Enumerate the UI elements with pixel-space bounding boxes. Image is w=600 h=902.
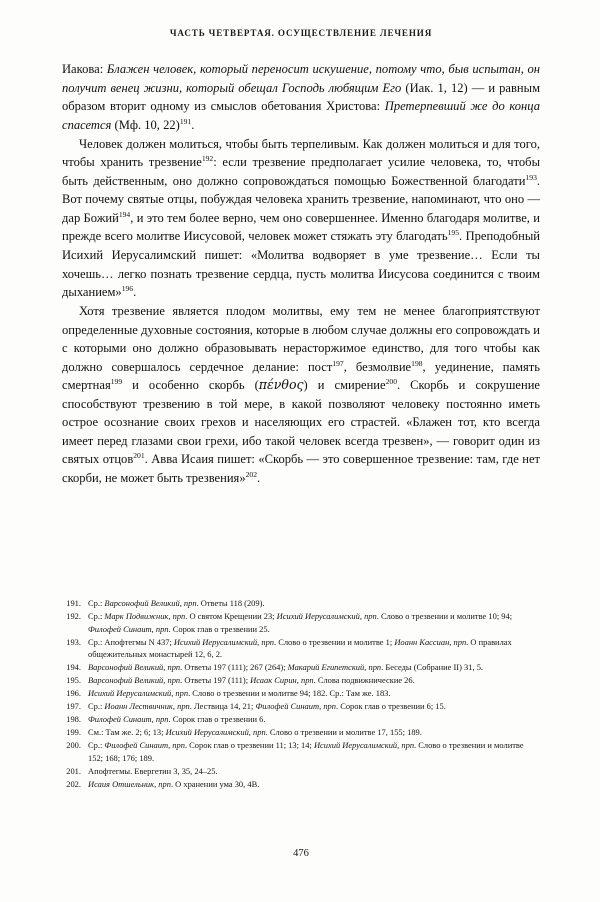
footnote-segment: . Сорок глав о трезвении 6; 15. bbox=[335, 701, 446, 712]
footnote-author: прп bbox=[167, 662, 181, 673]
p1-continuation: и равным образом вторит одному из смыслов обетования Христова: bbox=[62, 80, 541, 114]
footnote-author: Исихий Иерусалимский bbox=[165, 727, 249, 738]
footnote-item bbox=[62, 636, 540, 661]
footnote-item bbox=[62, 687, 540, 699]
p1-reference: (Иак. 1, 12) — bbox=[401, 80, 489, 95]
footnote-text bbox=[88, 726, 540, 738]
footnote-segment: Ср.: bbox=[88, 611, 105, 622]
p3-seg-6: . Скорбь и сокрушение способствуют трезвению в той мере, в какой позволяют человеку постоянно иметь острое осознание своих грехов и населяющих его страстей. «Блажен тот, кто всегда имеет перед глазами свои грехи, ибо такой человек всегда трезвен», — говорит один из святых отцов bbox=[62, 378, 540, 467]
p3-seg-5: ) и смирение bbox=[303, 378, 386, 393]
footnote-author: прп bbox=[364, 611, 377, 622]
p3-seg-3: , уединение, память смертная bbox=[62, 359, 540, 393]
footnote-author: Филофей Синаит bbox=[104, 740, 169, 751]
footnote-text bbox=[88, 674, 540, 686]
footnote-number: 198. bbox=[66, 714, 81, 725]
p2-seg-6: . bbox=[133, 285, 137, 300]
footnote-segment: . Слово о трезвении и молитве 10; 94; bbox=[376, 611, 513, 622]
footnote-segment: . Сорок глав о трезвении 6. bbox=[168, 714, 266, 725]
footnote-segment: . Ответы 197 (111); 267 (264); bbox=[180, 662, 288, 673]
footnote-segment: Ср.: bbox=[88, 701, 105, 712]
footnote-marker-194[interactable]: 194 bbox=[118, 209, 131, 219]
footnote-text bbox=[88, 765, 540, 777]
footnote-author: Филофей Синаит bbox=[88, 623, 152, 634]
footnote-author: прп bbox=[368, 662, 382, 673]
footnote-item bbox=[62, 674, 540, 686]
footnote-segment: , bbox=[364, 662, 369, 673]
footnote-author: Варсонофий Великий bbox=[104, 598, 180, 608]
footnote-marker-193[interactable]: 193 bbox=[525, 172, 537, 182]
footnote-segment: , bbox=[171, 688, 176, 699]
footnote-author: прп bbox=[401, 740, 415, 751]
footnote-item bbox=[62, 778, 540, 790]
footnote-segment: , bbox=[359, 611, 365, 622]
paragraph-1 bbox=[62, 60, 540, 134]
footnote-author: Иоанн Лествичник bbox=[104, 701, 173, 712]
p2-seg-4: , и это тем более верно, чем оно совершеннее. Именно благодаря молитве, и прежде всего молитве Иисусовой, человек может стяжать эту благодать bbox=[62, 210, 540, 244]
footnote-segment: . Лествица 14, 21; bbox=[189, 701, 256, 712]
footnote-marker-202[interactable]: 202 bbox=[245, 469, 257, 479]
footnote-segment: , bbox=[151, 623, 156, 634]
footnote-author: прп bbox=[183, 598, 197, 608]
footnote-segment: . О правилах общежительных монастырей 12, 6, 2. bbox=[88, 636, 512, 659]
p2-seg-5: . Преподобный Исихий Иерусалимский пишет: «Молитва водворяет в уме трезвение… Если ты хочешь… легко познать трезвение сердца, пусть молитва Иисусова соединится с твоим дыханием» bbox=[62, 229, 541, 300]
footnote-number: 201. bbox=[66, 765, 81, 776]
footnote-number: 193. bbox=[66, 636, 81, 647]
footnote-item bbox=[62, 765, 540, 777]
p3-seg-8: . bbox=[257, 471, 261, 486]
p3-seg-1: Хотя трезвение является плодом молитвы, ему тем не менее благоприятствуют определенные духовные состояния, которые в любом случае должны его сопровождать и с которыми оно должно образовывать нерасторжимое единство, для того чтобы как должно совершалось сердечное делание: пост bbox=[62, 304, 540, 374]
footnote-number: 197. bbox=[66, 701, 81, 712]
footnote-author: прп bbox=[323, 701, 336, 712]
footnote-author: прп bbox=[155, 714, 169, 725]
footnote-author: прп bbox=[175, 688, 189, 699]
paragraph-3 bbox=[62, 302, 540, 487]
p1-scripture-quote: Блажен человек, который переносит искушение, потому что, быв испытан, он получит венец жизни, который обещал Господь любящим Его bbox=[62, 62, 541, 95]
p3-seg-4: и особенно скорбь ( bbox=[122, 378, 259, 393]
footnote-author: Филофей Синаит bbox=[88, 714, 152, 725]
footnote-author: прп bbox=[172, 740, 185, 751]
footnote-item bbox=[62, 610, 540, 635]
footnote-marker-199[interactable]: 199 bbox=[110, 377, 123, 387]
running-head: ЧАСТЬ ЧЕТВЕРТАЯ. ОСУЩЕСТВЛЕНИЕ ЛЕЧЕНИЯ bbox=[169, 28, 433, 38]
footnote-segment: . Сорок глав о трезвении 25. bbox=[168, 623, 270, 634]
footnote-author: Филофей Синаит bbox=[255, 701, 320, 712]
footnote-marker-192[interactable]: 192 bbox=[201, 154, 214, 164]
footnote-segment: . Слово о трезвении и молитве 1; bbox=[274, 636, 395, 647]
footnote-segment: Ср.: bbox=[88, 598, 105, 608]
page-number: 476 bbox=[293, 848, 309, 859]
footnote-number: 192. bbox=[66, 611, 81, 622]
footnote-number: 199. bbox=[66, 727, 81, 738]
footnote-text bbox=[88, 661, 540, 673]
footnote-text bbox=[88, 778, 540, 790]
footnote-marker-191[interactable]: 191 bbox=[179, 116, 192, 126]
footnote-marker-200[interactable]: 200 bbox=[385, 377, 397, 387]
footnote-author: Исихий Иерусалимский bbox=[88, 688, 172, 699]
footnote-segment: , bbox=[449, 636, 454, 647]
footnote-segment: , bbox=[296, 675, 301, 686]
p1-tail: . bbox=[191, 117, 195, 132]
footnote-item bbox=[62, 713, 540, 725]
footnote-number: 200. bbox=[66, 740, 81, 751]
footnote-text bbox=[88, 713, 540, 725]
footnote-segment: , bbox=[168, 740, 173, 751]
footnote-marker-195[interactable]: 195 bbox=[447, 228, 460, 238]
footnote-number: 196. bbox=[66, 688, 81, 699]
footnote-marker-197[interactable]: 197 bbox=[332, 358, 344, 368]
footnote-segment: , bbox=[172, 701, 178, 712]
footnote-segment: , bbox=[397, 740, 402, 751]
footnote-text bbox=[88, 597, 540, 609]
footnote-author: прп bbox=[158, 778, 171, 789]
footnote-text bbox=[88, 739, 540, 764]
footnote-segment: , bbox=[248, 727, 254, 738]
footnote-author: прп bbox=[177, 701, 190, 712]
footnote-author: Марк Подвижник bbox=[104, 611, 169, 622]
footnote-segment: , bbox=[154, 778, 159, 789]
footnote-author: Исаия Отшельник bbox=[88, 778, 155, 789]
footnote-segment: , bbox=[179, 598, 184, 608]
footnote-number: 194. bbox=[66, 662, 81, 673]
p1-lead: Иакова: bbox=[62, 62, 107, 76]
footnote-text bbox=[88, 610, 540, 635]
footnote-segment: . О святом Крещении 23; bbox=[185, 611, 277, 622]
footnote-marker-198[interactable]: 198 bbox=[411, 358, 423, 368]
body-text bbox=[62, 60, 540, 488]
footnote-author: Иоанн Кассиан bbox=[394, 636, 450, 647]
footnote-author: Макарий Египетский bbox=[287, 662, 365, 673]
footnote-segment: , bbox=[163, 662, 168, 673]
footnote-segment: . Слово о трезвении и молитве 152; 168; 176; 189. bbox=[88, 740, 524, 763]
footnote-author: прп bbox=[261, 636, 274, 647]
p2-seg-3: . Вот почему святые отцы, побуждая человека хранить трезвение, напоминают, что оно — дар Божий bbox=[62, 173, 540, 225]
footnote-number: 191. bbox=[66, 598, 81, 608]
footnote-segment: . Ответы 197 (111); bbox=[180, 675, 251, 686]
footnote-segment: , bbox=[319, 701, 324, 712]
p2-seg-1: Человек должен молиться, чтобы быть терпеливым. Как должен молиться и для того, чтобы хранить трезвение bbox=[62, 136, 540, 170]
footnote-author: Исаак Сирин bbox=[250, 675, 297, 686]
p3-seg-7: . Авва Исаия пишет: «Скорбь — это совершенное трезвение: там, где нет скорби, не может быть трезвения» bbox=[62, 452, 540, 486]
footnote-marker-201[interactable]: 201 bbox=[133, 451, 145, 461]
footnote-item bbox=[62, 700, 540, 712]
footnote-text bbox=[88, 700, 540, 712]
footnote-author: прп bbox=[300, 675, 314, 686]
footnote-segment: См.: Там же. 2; 6; 13; bbox=[88, 727, 166, 738]
page-content bbox=[62, 0, 540, 902]
footnote-segment: Ср.: Апофтегмы N 437; bbox=[88, 636, 174, 647]
footnote-text bbox=[88, 636, 540, 661]
footnote-segment: Апофтегмы. Евергетин 3, 35, 24–25. bbox=[88, 765, 218, 776]
footnote-segment: Ср.: bbox=[88, 740, 105, 751]
footnote-segment: , bbox=[163, 675, 168, 686]
p2-seg-2: : если трезвение предполагает усилие человека, то, чтобы быть действенным, оно должно сопровождаться помощью Божественной благодати bbox=[62, 155, 540, 188]
footnote-author: прп bbox=[172, 611, 186, 622]
footnote-segment: . Сорок глав о трезвении 11; 13; 14; bbox=[184, 740, 314, 751]
footnote-item bbox=[62, 726, 540, 738]
greek-term-penthos: πένθος bbox=[258, 377, 304, 393]
footnote-author: Варсонофий Великий bbox=[88, 662, 164, 673]
footnote-author: прп bbox=[453, 636, 467, 647]
footnote-number: 195. bbox=[66, 675, 81, 686]
footnote-author: прп bbox=[253, 727, 266, 738]
footnote-author: Исихий Иерусалимский bbox=[276, 611, 360, 622]
footnote-segment: . Слова подвижнические 26. bbox=[313, 675, 415, 686]
footnote-segment: . О хранении ума 30, 4В. bbox=[170, 778, 260, 789]
footnote-author: Исихий Иерусалимский bbox=[173, 636, 258, 647]
p3-seg-2: , безмолвие bbox=[343, 359, 412, 374]
footnote-author: прп bbox=[167, 675, 181, 686]
footnote-author: Варсонофий Великий bbox=[88, 675, 164, 686]
paragraph-2 bbox=[62, 135, 540, 302]
footnote-item bbox=[62, 661, 540, 673]
footnote-number: 202. bbox=[66, 778, 81, 789]
p1-reference-2: (Мф. 10, 22) bbox=[111, 117, 180, 132]
footnote-segment: , bbox=[151, 714, 156, 725]
footnote-segment: . Слово о трезвении и молитве 94; 182. Ср.: Там же. 183. bbox=[188, 688, 391, 699]
footnote-marker-196[interactable]: 196 bbox=[121, 283, 134, 293]
footnote-item bbox=[62, 739, 540, 764]
footnotes-list bbox=[62, 597, 540, 791]
footnote-author: прп bbox=[155, 623, 169, 634]
footnote-author: Исихий Иерусалимский bbox=[313, 740, 398, 751]
footnote-item bbox=[62, 597, 540, 609]
footnote-text bbox=[88, 687, 540, 699]
footnote-segment: , bbox=[168, 611, 173, 622]
footnote-segment: . Слово о трезвении и молитве 17, 155; 189. bbox=[265, 727, 422, 738]
footnote-segment: , bbox=[257, 636, 262, 647]
footnote-segment: . Беседы (Собрание II) 31, 5. bbox=[381, 662, 484, 673]
p1-scripture-quote-2: Претерпевший же до конца спасется bbox=[62, 99, 540, 132]
footnote-segment: . Ответы 118 (209). bbox=[196, 598, 265, 608]
